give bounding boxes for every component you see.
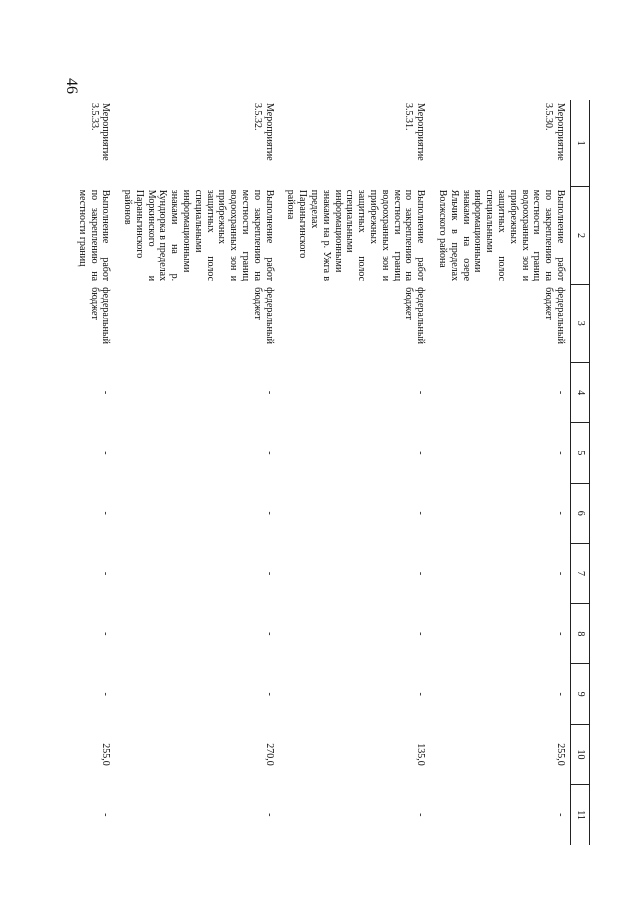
- column-header: 10: [571, 724, 590, 784]
- table-cell: -: [415, 571, 427, 576]
- table-cell: -: [100, 632, 112, 636]
- measure-description: Выполнение работ по закреплению на местности границ водоохранных зон и прибрежных защитных полос специальными информационными знаками на озере Яльчик в пределах Волжского района: [437, 189, 566, 282]
- table-cell: -: [555, 571, 566, 576]
- table-cell: -: [263, 632, 275, 636]
- measure-description: Выполнение работ по закреплению на местности границ водоохранных зон и прибрежных защитных полос специальными информационными знаками на р. Ужга в пределах Параньгинского района: [285, 189, 427, 282]
- measure-id: Мероприятие 3.5.31.: [403, 103, 427, 161]
- funding-source: федеральный бюджет: [543, 287, 566, 344]
- table-cell: -: [555, 390, 566, 395]
- table-cell: -: [415, 692, 427, 696]
- table-row: [115, 100, 278, 845]
- table-cell: -: [415, 390, 427, 395]
- table-cell: -: [555, 511, 566, 515]
- column-header: 2: [571, 187, 590, 284]
- table-cell: -: [415, 632, 427, 636]
- column-header: 7: [571, 543, 590, 603]
- rotated-document-page: [76, 100, 590, 900]
- column-header: 11: [571, 785, 590, 845]
- table-cell: -: [100, 813, 112, 817]
- table-cell: -: [555, 451, 566, 455]
- column-header: 3: [571, 284, 590, 362]
- column-header: 8: [571, 604, 590, 664]
- column-header: 9: [571, 664, 590, 724]
- column-header: 4: [571, 362, 590, 422]
- table-cell: -: [263, 390, 275, 395]
- measure-id: Мероприятие 3.5.33.: [88, 103, 112, 161]
- table-cell: 135,0: [415, 743, 427, 766]
- table-cell: -: [415, 511, 427, 515]
- table-cell: -: [100, 692, 112, 696]
- table-cell: -: [555, 692, 566, 696]
- page-number: 46: [63, 78, 80, 94]
- funding-source: федеральный бюджет: [88, 287, 112, 344]
- funding-source: федеральный бюджет: [251, 287, 275, 344]
- table-cell: 255,0: [100, 743, 112, 766]
- table-cell: -: [263, 511, 275, 515]
- table-cell: -: [263, 571, 275, 576]
- table-row: [430, 100, 570, 845]
- funding-source: федеральный бюджет: [403, 287, 427, 344]
- table-cell: 270,0: [263, 743, 275, 766]
- measure-description: Выполнение работ по закреплению на местности границ: [76, 189, 112, 282]
- table-cell: -: [263, 451, 275, 455]
- table-cell: 255,0: [555, 743, 566, 766]
- table-cell: -: [415, 451, 427, 455]
- measure-description: Выполнение работ по закреплению на местности границ водоохранных зон и прибрежных защитных полос специальными информационными знаками на р. Кундюрка в пределах Моркинского и Параньгинского районов: [122, 189, 275, 282]
- table-cell: -: [100, 571, 112, 576]
- column-header: 1: [571, 100, 590, 187]
- table-row: [279, 100, 431, 845]
- table-cell: -: [263, 692, 275, 696]
- measure-id: Мероприятие 3.5.32.: [251, 103, 275, 161]
- column-header: 6: [571, 483, 590, 543]
- table-cell: -: [100, 390, 112, 395]
- table-row: [65, 100, 115, 845]
- measures-table: [65, 100, 590, 845]
- table-cell: -: [555, 632, 566, 636]
- table-cell: -: [263, 813, 275, 817]
- table-header-row: [571, 100, 590, 845]
- measure-id: Мероприятие 3.5.30.: [543, 103, 566, 161]
- table-cell: -: [100, 451, 112, 455]
- column-header: 5: [571, 423, 590, 483]
- table-cell: -: [555, 813, 566, 817]
- table-cell: -: [100, 511, 112, 515]
- table-cell: -: [415, 813, 427, 817]
